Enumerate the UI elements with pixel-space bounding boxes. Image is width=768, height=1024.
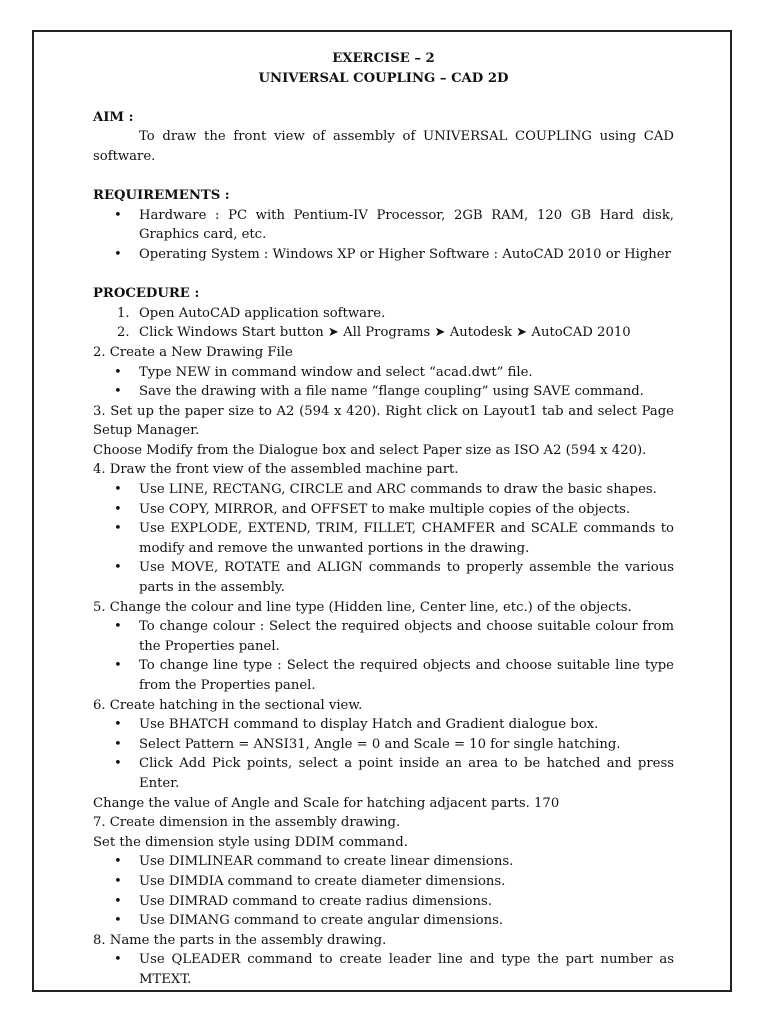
step-5-title: 5. Change the colour and line type (Hidden line, Center line, etc.) of the objects. [93,599,632,615]
item-number: 2. [117,325,130,341]
document-body [93,49,674,990]
exercise-title: EXERCISE – 2 [332,51,435,66]
step-3-text: 3. Set up the paper size to A2 (594 x 420). Right click on Layout1 tab and select Page Setup Manager. [93,403,674,439]
list-item: • To change line type : Select the required objects and choose suitable line type from the Properties panel. [93,656,674,695]
list-item: • Use MOVE, ROTATE and ALIGN commands to properly assemble the various parts in the assembly. [93,558,674,597]
procedure-numbered-item [93,304,674,324]
exercise-subtitle: UNIVERSAL COUPLING – CAD 2D [258,70,509,86]
list-item: • Type NEW in command window and select “acad.dwt” file. [93,363,674,383]
list-item: • Use DIMDIA command to create diameter dimensions. [93,872,674,892]
list-item: • Use DIMRAD command to create radius dimensions. [93,892,674,912]
item-text: Click Windows Start button ➤ All Programs ➤ Autodesk ➤ AutoCAD 2010 [139,325,631,341]
requirement-item: • Hardware : PC with Pentium-IV Processor, 2GB RAM, 120 GB Hard disk, Graphics card, etc. [93,206,674,245]
aim-text: To draw the front view of assembly of UNIVERSAL COUPLING using CAD software. [93,129,674,164]
step-5-list [93,617,674,695]
list-item: • Save the drawing with a file name “flange coupling” using SAVE command. [93,382,674,402]
list-item: • Use DIMLINEAR command to create linear dimensions. [93,852,674,872]
step-4-list [93,480,674,598]
list-item: • Use QLEADER command to create leader line and type the part number as MTEXT. [93,950,674,989]
step-2-list [93,363,674,402]
item-text: Open AutoCAD application software. [139,305,386,321]
list-item: • Click Add Pick points, select a point inside an area to be hatched and press Enter. [93,754,674,793]
step-3-text-2: Choose Modify from the Dialogue box and select Paper size as ISO A2 (594 x 420). [93,442,647,458]
list-item: • Use DIMANG command to create angular dimensions. [93,911,674,931]
step-7-list [93,852,674,930]
item-number: 1. [117,305,130,321]
step-2-title: 2. Create a New Drawing File [93,344,293,360]
step-6-title: 6. Create hatching in the sectional view. [93,697,363,713]
requirement-item: • Operating System : Windows XP or Higher Software : AutoCAD 2010 or Higher [93,245,674,265]
list-item: • Use COPY, MIRROR, and OFFSET to make multiple copies of the objects. [93,500,674,520]
list-item: • Select Pattern = ANSI31, Angle = 0 and Scale = 10 for single hatching. [93,735,674,755]
list-item: • Use EXPLODE, EXTEND, TRIM, FILLET, CHAMFER and SCALE commands to modify and remove the unwanted portions in the drawing. [93,519,674,558]
step-4-title: 4. Draw the front view of the assembled machine part. [93,462,459,478]
step-7-text: Set the dimension style using DDIM command. [93,834,408,850]
procedure-numbered-list [93,304,674,343]
step-6-list [93,715,674,793]
list-item: • Use BHATCH command to display Hatch and Gradient dialogue box. [93,715,674,735]
requirements-list [93,206,674,265]
step-7-title: 7. Create dimension in the assembly drawing. [93,815,401,831]
requirements-heading: REQUIREMENTS : [93,188,230,204]
aim-heading: AIM : [93,109,134,125]
step-8-list [93,950,674,989]
list-item: • Use LINE, RECTANG, CIRCLE and ARC commands to draw the basic shapes. [93,480,674,500]
procedure-numbered-item [93,323,674,343]
step-6-note: Change the value of Angle and Scale for hatching adjacent parts. 170 [93,795,560,811]
list-item: • To change colour : Select the required objects and choose suitable colour from the Properties panel. [93,617,674,656]
procedure-heading: PROCEDURE : [93,286,200,302]
step-8-title: 8. Name the parts in the assembly drawing. [93,932,387,948]
